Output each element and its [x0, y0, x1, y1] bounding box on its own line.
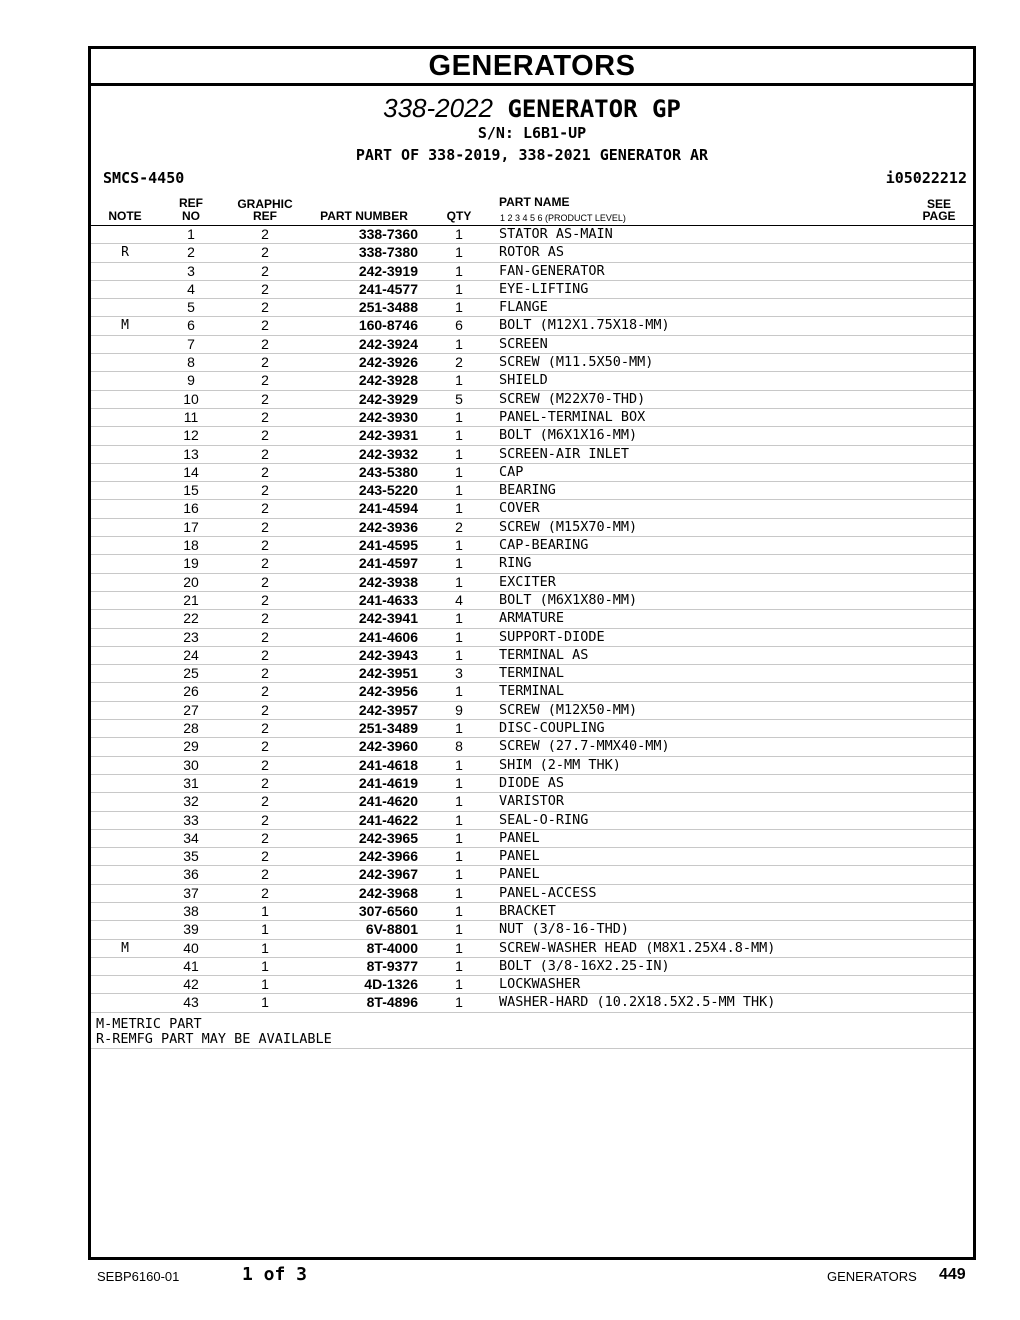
- row-graphic-ref: 1: [261, 976, 269, 993]
- table-header: [91, 197, 973, 226]
- row-graphic-ref: 2: [261, 793, 269, 810]
- row-part-name: TERMINAL: [499, 665, 565, 682]
- table-row: [91, 702, 973, 720]
- row-qty: 1: [455, 299, 463, 316]
- row-graphic-ref: 2: [261, 829, 269, 846]
- row-part-number: 242-3967: [358, 866, 418, 883]
- row-ref-no: 14: [183, 463, 199, 480]
- row-part-name: BRACKET: [499, 902, 556, 919]
- row-part-number: 6V-8801: [365, 921, 418, 938]
- row-ref-no: 1: [187, 226, 195, 242]
- row-part-number: 242-3965: [358, 829, 418, 846]
- row-ref-no: 29: [183, 738, 199, 755]
- row-qty: 1: [455, 427, 463, 444]
- row-note: R: [121, 245, 129, 261]
- row-part-number: 242-3924: [358, 335, 418, 352]
- row-graphic-ref: 2: [261, 665, 269, 682]
- row-part-name: SHIELD: [499, 372, 548, 389]
- row-qty: 1: [455, 280, 463, 297]
- table-row: [91, 500, 973, 518]
- table-row: [91, 812, 973, 830]
- row-qty: 1: [455, 555, 463, 572]
- row-qty: 4: [455, 591, 463, 608]
- header-part-name: PART NAME: [499, 195, 570, 209]
- row-part-number: 160-8746: [358, 317, 418, 334]
- row-ref-no: 11: [183, 408, 199, 425]
- row-part-number: 242-3951: [358, 665, 418, 682]
- row-part-number: 241-4577: [358, 280, 418, 297]
- row-part-name: LOCKWASHER: [499, 976, 581, 993]
- row-graphic-ref: 2: [261, 537, 269, 554]
- row-graphic-ref: 2: [261, 738, 269, 755]
- table-row: [91, 427, 973, 445]
- row-graphic-ref: 2: [261, 811, 269, 828]
- row-part-name: SCREW (M11.5X50-MM): [499, 354, 654, 371]
- row-graphic-ref: 2: [261, 573, 269, 590]
- row-graphic-ref: 2: [261, 262, 269, 279]
- row-part-number: 251-3488: [358, 299, 418, 316]
- row-part-number: 242-3930: [358, 408, 418, 425]
- row-ref-no: 21: [183, 591, 199, 608]
- row-ref-no: 4: [187, 280, 195, 297]
- table-row: [91, 263, 973, 281]
- row-ref-no: 2: [187, 244, 195, 261]
- row-qty: 1: [455, 921, 463, 938]
- row-ref-no: 3: [187, 262, 195, 279]
- table-row: [91, 757, 973, 775]
- row-part-name: FLANGE: [499, 299, 548, 316]
- reference-id: i05022212: [885, 169, 967, 187]
- row-ref-no: 38: [183, 902, 199, 919]
- row-qty: 1: [455, 244, 463, 261]
- row-qty: 3: [455, 665, 463, 682]
- table-row: [91, 226, 973, 244]
- row-graphic-ref: 2: [261, 390, 269, 407]
- row-ref-no: 5: [187, 299, 195, 316]
- row-ref-no: 30: [183, 756, 199, 773]
- row-qty: 8: [455, 738, 463, 755]
- header-product-level: 1 2 3 4 5 6 (PRODUCT LEVEL): [500, 213, 626, 223]
- row-ref-no: 23: [183, 628, 199, 645]
- row-part-name: PANEL: [499, 848, 540, 865]
- table-row: [91, 482, 973, 500]
- row-part-number: 242-3966: [358, 848, 418, 865]
- row-part-name: VARISTOR: [499, 793, 565, 810]
- doc-id: SEBP6160-01: [97, 1269, 180, 1284]
- row-part-name: BOLT (M6X1X80-MM): [499, 591, 638, 608]
- row-graphic-ref: 2: [261, 335, 269, 352]
- row-graphic-ref: 2: [261, 463, 269, 480]
- row-part-name: COVER: [499, 500, 540, 517]
- row-qty: 1: [455, 902, 463, 919]
- row-ref-no: 27: [183, 701, 199, 718]
- row-qty: 1: [455, 976, 463, 993]
- row-part-number: 242-3932: [358, 445, 418, 462]
- row-graphic-ref: 2: [261, 884, 269, 901]
- row-ref-no: 35: [183, 848, 199, 865]
- row-part-name: ROTOR AS: [499, 244, 565, 261]
- row-part-name: SCREW (M12X50-MM): [499, 701, 638, 718]
- row-ref-no: 7: [187, 335, 195, 352]
- table-row: [91, 629, 973, 647]
- notes-legend: [96, 1017, 332, 1047]
- row-part-number: 242-3926: [358, 354, 418, 371]
- page-title: [91, 94, 973, 123]
- table-row: [91, 848, 973, 866]
- table-row: [91, 994, 973, 1012]
- row-part-name: SCREEN: [499, 335, 548, 352]
- row-note: M: [121, 940, 129, 956]
- part-of-line: PART OF 338-2019, 338-2021 GENERATOR AR: [355, 146, 709, 164]
- row-qty: 1: [455, 994, 463, 1011]
- row-part-number: 242-3931: [358, 427, 418, 444]
- row-graphic-ref: 2: [261, 646, 269, 663]
- row-part-number: 338-7360: [358, 226, 418, 242]
- table-row: [91, 391, 973, 409]
- row-ref-no: 31: [183, 774, 199, 791]
- row-part-name: BOLT (M12X1.75X18-MM): [499, 317, 670, 334]
- row-part-number: 243-5220: [358, 482, 418, 499]
- row-qty: 1: [455, 372, 463, 389]
- row-graphic-ref: 2: [261, 866, 269, 883]
- row-part-name: SCREW (27.7-MMX40-MM): [499, 738, 670, 755]
- row-qty: 1: [455, 939, 463, 956]
- row-qty: 1: [455, 226, 463, 242]
- row-graphic-ref: 1: [261, 994, 269, 1011]
- header-qty: QTY: [446, 209, 472, 223]
- row-graphic-ref: 2: [261, 299, 269, 316]
- row-part-number: 242-3968: [358, 884, 418, 901]
- row-qty: 1: [455, 720, 463, 737]
- row-qty: 6: [455, 317, 463, 334]
- row-graphic-ref: 2: [261, 500, 269, 517]
- row-graphic-ref: 2: [261, 555, 269, 572]
- row-qty: 1: [455, 573, 463, 590]
- row-graphic-ref: 2: [261, 482, 269, 499]
- row-part-name: CAP: [499, 463, 524, 480]
- row-graphic-ref: 2: [261, 317, 269, 334]
- header-part-number: PART NUMBER: [320, 209, 408, 223]
- row-ref-no: 34: [183, 829, 199, 846]
- page-of: 1 of 3: [242, 1264, 308, 1285]
- row-graphic-ref: 1: [261, 921, 269, 938]
- row-part-number: 242-3956: [358, 683, 418, 700]
- note-metric: M-METRIC PART: [96, 1016, 202, 1032]
- table-row: [91, 958, 973, 976]
- row-graphic-ref: 2: [261, 244, 269, 261]
- row-qty: 1: [455, 335, 463, 352]
- row-part-number: 242-3941: [358, 610, 418, 627]
- row-part-name: ARMATURE: [499, 610, 565, 627]
- row-part-name: STATOR AS-MAIN: [499, 226, 613, 242]
- row-part-number: 8T-4000: [366, 939, 418, 956]
- row-ref-no: 8: [187, 354, 195, 371]
- row-ref-no: 32: [183, 793, 199, 810]
- row-graphic-ref: 2: [261, 774, 269, 791]
- row-graphic-ref: 2: [261, 408, 269, 425]
- row-qty: 1: [455, 683, 463, 700]
- row-part-name: SEAL-O-RING: [499, 811, 589, 828]
- section-banner: GENERATORS: [91, 49, 973, 86]
- row-qty: 1: [455, 811, 463, 828]
- header-no: NO: [182, 209, 200, 223]
- page-number: 449: [939, 1266, 966, 1283]
- table-row: [91, 921, 973, 939]
- row-part-number: 241-4594: [358, 500, 418, 517]
- row-qty: 1: [455, 793, 463, 810]
- table-row: [91, 574, 973, 592]
- table-row: [91, 281, 973, 299]
- row-part-name: EYE-LIFTING: [499, 280, 589, 297]
- row-part-name: NUT (3/8-16-THD): [499, 921, 630, 938]
- row-ref-no: 40: [183, 939, 199, 956]
- row-ref-no: 28: [183, 720, 199, 737]
- header-page: PAGE: [922, 209, 956, 223]
- row-graphic-ref: 2: [261, 683, 269, 700]
- row-part-name: SCREW (M22X70-THD): [499, 390, 646, 407]
- row-part-name: EXCITER: [499, 573, 556, 590]
- serial-range: S/N: L6B1-UP: [477, 124, 587, 142]
- row-part-number: 251-3489: [358, 720, 418, 737]
- row-graphic-ref: 2: [261, 720, 269, 737]
- title-name: GENERATOR GP: [507, 95, 681, 123]
- row-qty: 1: [455, 445, 463, 462]
- row-part-name: FAN-GENERATOR: [499, 262, 605, 279]
- row-part-number: 242-3960: [358, 738, 418, 755]
- row-qty: 1: [455, 463, 463, 480]
- row-ref-no: 6: [187, 317, 195, 334]
- row-part-number: 243-5380: [358, 463, 418, 480]
- row-qty: 1: [455, 884, 463, 901]
- row-qty: 2: [455, 518, 463, 535]
- row-graphic-ref: 2: [261, 701, 269, 718]
- row-ref-no: 20: [183, 573, 199, 590]
- row-graphic-ref: 2: [261, 848, 269, 865]
- row-qty: 1: [455, 957, 463, 974]
- parts-table: [91, 226, 973, 1013]
- header-graphic: GRAPHIC: [237, 197, 293, 211]
- row-qty: 1: [455, 537, 463, 554]
- row-part-number: 242-3943: [358, 646, 418, 663]
- table-row: [91, 244, 973, 262]
- row-ref-no: 39: [183, 921, 199, 938]
- row-part-name: WASHER-HARD (10.2X18.5X2.5-MM THK): [499, 994, 776, 1011]
- row-part-name: PANEL-ACCESS: [499, 884, 597, 901]
- table-row: [91, 555, 973, 573]
- row-ref-no: 13: [183, 445, 199, 462]
- row-ref-no: 25: [183, 665, 199, 682]
- table-row: [91, 903, 973, 921]
- row-ref-no: 26: [183, 683, 199, 700]
- row-qty: 1: [455, 262, 463, 279]
- header-ref: REF: [179, 196, 203, 210]
- row-graphic-ref: 2: [261, 354, 269, 371]
- row-qty: 9: [455, 701, 463, 718]
- row-part-number: 241-4620: [358, 793, 418, 810]
- row-part-name: SHIM (2-MM THK): [499, 756, 621, 773]
- row-part-name: BOLT (3/8-16X2.25-IN): [499, 957, 670, 974]
- row-qty: 1: [455, 610, 463, 627]
- page-footer: [0, 1264, 1020, 1290]
- row-qty: 2: [455, 354, 463, 371]
- row-ref-no: 42: [183, 976, 199, 993]
- row-ref-no: 15: [183, 482, 199, 499]
- notes-divider: [91, 1048, 973, 1049]
- row-part-number: 242-3919: [358, 262, 418, 279]
- row-part-number: 241-4619: [358, 774, 418, 791]
- row-part-name: SUPPORT-DIODE: [499, 628, 605, 645]
- row-part-number: 241-4633: [358, 591, 418, 608]
- row-part-number: 338-7380: [358, 244, 418, 261]
- row-graphic-ref: 2: [261, 610, 269, 627]
- header-see: SEE: [926, 197, 951, 211]
- row-part-number: 241-4595: [358, 537, 418, 554]
- row-part-number: 241-4597: [358, 555, 418, 572]
- row-graphic-ref: 2: [261, 518, 269, 535]
- row-part-name: PANEL: [499, 866, 540, 883]
- header-note: NOTE: [108, 209, 142, 223]
- note-remfg: R-REMFG PART MAY BE AVAILABLE: [96, 1031, 332, 1047]
- table-row: [91, 866, 973, 884]
- row-qty: 1: [455, 646, 463, 663]
- row-part-name: SCREEN-AIR INLET: [499, 445, 630, 462]
- row-part-name: BEARING: [499, 482, 556, 499]
- row-ref-no: 9: [187, 372, 195, 389]
- row-qty: 1: [455, 482, 463, 499]
- row-qty: 1: [455, 500, 463, 517]
- row-part-name: DISC-COUPLING: [499, 720, 605, 737]
- table-row: [91, 464, 973, 482]
- row-part-name: TERMINAL: [499, 683, 565, 700]
- parts-frame: [88, 46, 976, 1260]
- row-qty: 1: [455, 756, 463, 773]
- row-note: M: [121, 318, 129, 334]
- row-qty: 1: [455, 408, 463, 425]
- table-row: [91, 976, 973, 994]
- row-qty: 1: [455, 829, 463, 846]
- row-ref-no: 18: [183, 537, 199, 554]
- table-row: [91, 317, 973, 335]
- row-ref-no: 10: [183, 390, 199, 407]
- row-part-number: 242-3928: [358, 372, 418, 389]
- row-qty: 1: [455, 628, 463, 645]
- table-row: [91, 885, 973, 903]
- row-ref-no: 24: [183, 646, 199, 663]
- row-part-name: PANEL-TERMINAL BOX: [499, 408, 646, 425]
- row-part-number: 8T-4896: [366, 994, 418, 1011]
- table-row: [91, 299, 973, 317]
- row-part-number: 242-3938: [358, 573, 418, 590]
- table-row: [91, 940, 973, 958]
- row-ref-no: 12: [183, 427, 199, 444]
- table-row: [91, 665, 973, 683]
- table-row: [91, 683, 973, 701]
- table-row: [91, 830, 973, 848]
- row-graphic-ref: 2: [261, 280, 269, 297]
- table-row: [91, 409, 973, 427]
- table-row: [91, 336, 973, 354]
- row-part-number: 4D-1326: [364, 976, 418, 993]
- row-ref-no: 22: [183, 610, 199, 627]
- row-graphic-ref: 2: [261, 591, 269, 608]
- row-part-number: 307-6560: [358, 902, 418, 919]
- row-graphic-ref: 1: [261, 902, 269, 919]
- table-row: [91, 519, 973, 537]
- row-part-number: 242-3936: [358, 518, 418, 535]
- row-part-name: BOLT (M6X1X16-MM): [499, 427, 638, 444]
- row-graphic-ref: 1: [261, 957, 269, 974]
- smcs-code: SMCS-4450: [103, 169, 185, 187]
- row-part-name: PANEL: [499, 829, 540, 846]
- row-part-number: 242-3957: [358, 701, 418, 718]
- table-row: [91, 592, 973, 610]
- row-part-name: TERMINAL AS: [499, 646, 589, 663]
- row-ref-no: 16: [183, 500, 199, 517]
- row-ref-no: 41: [183, 957, 199, 974]
- row-part-number: 241-4606: [358, 628, 418, 645]
- row-part-name: SCREW-WASHER HEAD (M8X1.25X4.8-MM): [499, 939, 776, 956]
- row-part-name: RING: [499, 555, 532, 572]
- table-row: [91, 610, 973, 628]
- row-ref-no: 36: [183, 866, 199, 883]
- row-graphic-ref: 2: [261, 445, 269, 462]
- row-part-number: 241-4618: [358, 756, 418, 773]
- row-graphic-ref: 2: [261, 226, 269, 242]
- row-graphic-ref: 2: [261, 427, 269, 444]
- row-qty: 1: [455, 848, 463, 865]
- table-row: [91, 537, 973, 555]
- footer-section: GENERATORS: [827, 1269, 917, 1284]
- row-ref-no: 37: [183, 884, 199, 901]
- row-ref-no: 33: [183, 811, 199, 828]
- row-qty: 1: [455, 866, 463, 883]
- row-graphic-ref: 1: [261, 939, 269, 956]
- row-qty: 5: [455, 390, 463, 407]
- row-part-name: SCREW (M15X70-MM): [499, 518, 638, 535]
- header-graphic-ref: REF: [253, 209, 277, 223]
- row-qty: 1: [455, 774, 463, 791]
- row-graphic-ref: 2: [261, 756, 269, 773]
- table-row: [91, 372, 973, 390]
- table-row: [91, 720, 973, 738]
- row-part-name: DIODE AS: [499, 774, 565, 791]
- row-part-number: 242-3929: [358, 390, 418, 407]
- table-row: [91, 354, 973, 372]
- row-graphic-ref: 2: [261, 628, 269, 645]
- row-graphic-ref: 2: [261, 372, 269, 389]
- row-part-number: 8T-9377: [366, 957, 418, 974]
- table-row: [91, 446, 973, 464]
- row-ref-no: 43: [183, 994, 199, 1011]
- title-number: 338-2022: [383, 93, 494, 123]
- table-row: [91, 775, 973, 793]
- row-part-name: CAP-BEARING: [499, 537, 589, 554]
- table-row: [91, 738, 973, 756]
- row-part-number: 241-4622: [358, 811, 418, 828]
- table-row: [91, 647, 973, 665]
- row-ref-no: 17: [183, 518, 199, 535]
- row-ref-no: 19: [183, 555, 199, 572]
- table-row: [91, 793, 973, 811]
